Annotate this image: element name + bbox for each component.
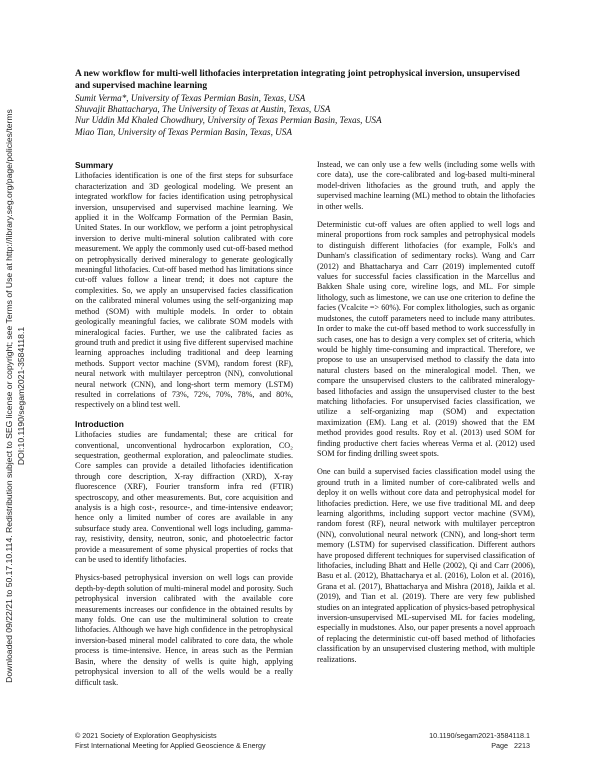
body-paragraph: Instead, we can only use a few wells (including some wells with core data), use the core-calibrated and log-based multi-mineral model-driven lithofacies as the ground truth, and apply the supervised machine learning (ML) method to obtain the lithofacies in other wells. bbox=[317, 160, 535, 211]
footer-doi: 10.1190/segam2021-3584118.1 bbox=[429, 731, 530, 740]
body-paragraph: Deterministic cut-off values are often applied to well logs and mineral proportions from rock samples and petrophysical models to distinguish different lithofacies (for example, Folk's and Dunham's classification of sedimentary rocks). Wang and Carr (2012) and Bhattacharya and Carr (2019) implemented cutoff values for successful facies classification in the Marcellus and Bakken Shale using core, wireline logs, and ML. For simple lithology, such as limestone, we can use one criterion to define the facies (Vcalcite => 60%). For complex lithologies, such as organic mudstones, the cutoff parameters need to include many attributes. In order to make the cut-off based method to work successfully in such cases, one has to design a very complex set of criteria, which would be highly time-consuming and impractical. Therefore, we propose to use an unsupervised method to classify the data into natural clusters based on the mineralogical model. Then, we compare the unsupervised clusters to the calibrated mineralogy-based lithofacies and assign the unsupervised cluster to the best matching lithofacies. For unsupervised facies classification, we utilize a self-organizing map (SOM) and expectation maximization (EM). Lang et al. (2019) showed that the EM method provides good results. Roy et al. (2013) used SOM for finding productive chert facies whereas Verma et al. (2012) used SOM for finding drilling sweet spots. bbox=[317, 220, 535, 458]
download-sidebar bbox=[3, 68, 27, 728]
right-column bbox=[317, 160, 535, 673]
author-line: Sumit Verma*, University of Texas Permian Basin, Texas, USA bbox=[75, 93, 306, 103]
body-paragraph: One can build a supervised facies classification model using the ground truth in a limited number of core-calibrated wells and deploy it on wells without core data and petrophysical model for lithofacies prediction. Here, we use five traditional ML and deep learning algorithms, including support vector machine (SVM), random forest (RF), neural network with multilayer perceptron (NN), convolutional neural network (CNN), and long-short term memory (LSTM) for supervised classification. Different authors have proposed different techniques for supervised classification of lithofacies, including Bhatt and Helle (2002), Qi and Carr (2006), Basu et al. (2012), Bhattacharya et al. (2016), Lolon et al. (2016), Grana et al. (2017), Bhattacharya and Mishra (2018), Jaikla et al. (2019), and Tian et al. (2019). There are very few published studies on an integrated application of physics-based petrophysical inversion-unsupervised ML-supervised ML for facies modeling, especially in mudstones. Also, our paper presents a novel approach of replacing the deterministic cut-off based method of lithofacies classification by an unsupervised clustering method, with multiple realizations. bbox=[317, 467, 535, 664]
download-notice bbox=[3, 76, 27, 716]
paper-header bbox=[75, 69, 535, 138]
author-line: Nur Uddin Md Khaled Chowdhury, University of Texas Permian Basin, Texas, USA bbox=[75, 115, 382, 126]
summary-paragraph: Lithofacies identification is one of the first steps for subsurface characterization and 3D geological modeling. We present an integrated workflow for facies identification using petrophysical inversion, unsupervised and supervised machine learning. We applied it in the Wolfcamp Formation of the Permian Basin, United States. In our workflow, we perform a joint petrophysical inversion to derive multi-mineral solution calibrated with core measurement. We apply the commonly used cut-off-based method on petrophysically derived mineralogy to generate geologically meaningful lithofacies. Cut-off based method has limitations since cut-off values follow a linear trend; it does not capture the complexities. So, we apply an unsupervised facies classification on the calibrated mineral volumes using the self-organizing map method (SOM) with multiple models. In order to obtain geologically meaningful facies, we calibrate SOM models with mineralogical facies. Further, we use the calibrated facies as ground truth and predict it using five different supervised machine learning approaches including traditional and deep learning methods. Support vector machine (SVM), random forest (RF), neural network with multilayer perceptron (NN), convolutional neural network (CNN), and long-short term memory (LSTM) resulted in correlations of 73%, 72%, 70%, 78%, and 80%, respectively on a blind test well. bbox=[75, 171, 293, 410]
author-line: Miao Tian, University of Texas Permian Basin, Texas, USA bbox=[75, 126, 293, 137]
page-number: Page 2213 bbox=[491, 741, 530, 751]
summary-heading: Summary bbox=[75, 160, 114, 170]
author-line: Shuvajit Bhattacharya, The University of Texas at Austin, Texas, USA bbox=[75, 104, 331, 115]
footer-meeting: First International Meeting for Applied Geoscience & Energy bbox=[75, 741, 266, 751]
footer-right bbox=[400, 731, 530, 751]
footer-copyright: © 2021 Society of Exploration Geophysicists bbox=[75, 731, 217, 740]
paper-title: A new workflow for multi-well lithofacies interpretation integrating joint petrophysical inversion, unsupervised and supervised machine learning bbox=[75, 69, 520, 91]
introduction-heading: Introduction bbox=[75, 418, 124, 429]
intro-paragraph: Physics-based petrophysical inversion on well logs can provide depth-by-depth solution of multi-mineral model and porosity. Such petrophysical inversion calibrated with the available core measurements increases our confidence in the obtained results by many folds. One can use the multimineral solution to create lithofacies. Although we have high confidence in the petrophysical inversion-based mineral model calibrated to core data, the whole process is time-intensive. Hence, in areas such as the Permian Basin, where the density of wells is quite high, applying petrophysical inversion to all of the wells would be a really difficult task. bbox=[75, 573, 293, 687]
intro-paragraph: Lithofacies studies are fundamental; these are critical for conventional, unconventional hydrocarbon exploration, CO₂ sequestration, geothermal exploration, and paleoclimate studies. Core samples can provide a detailed lithofacies identification through core description, X-ray diffraction (XRD), X-ray fluorescence (XRF), Fourier transform infra red (FTIR) spectroscopy, and other measurements. But, core acquisition and analysis is a high cost-, resource-, and time-intensive endeavor; hence only a limited number of cores are available in any subsurface study area. Conventional well logs including, gamma-ray, resistivity, density, neutron, sonic, and photoelectric factor provide a measurement of some physical properties of rocks that can be used to identify lithofacies. bbox=[75, 430, 293, 565]
sidebar-doi: DOI:10.1190/segam2021-3584118.1 bbox=[16, 326, 26, 466]
left-column bbox=[75, 160, 293, 696]
download-notice-line: Downloaded 09/22/21 to 50.17.10.114. Redistribution subject to SEG license or copyright; see Terms of Use at http://library.seg.org/page/policies/terms bbox=[4, 109, 14, 683]
footer-left bbox=[75, 731, 375, 751]
